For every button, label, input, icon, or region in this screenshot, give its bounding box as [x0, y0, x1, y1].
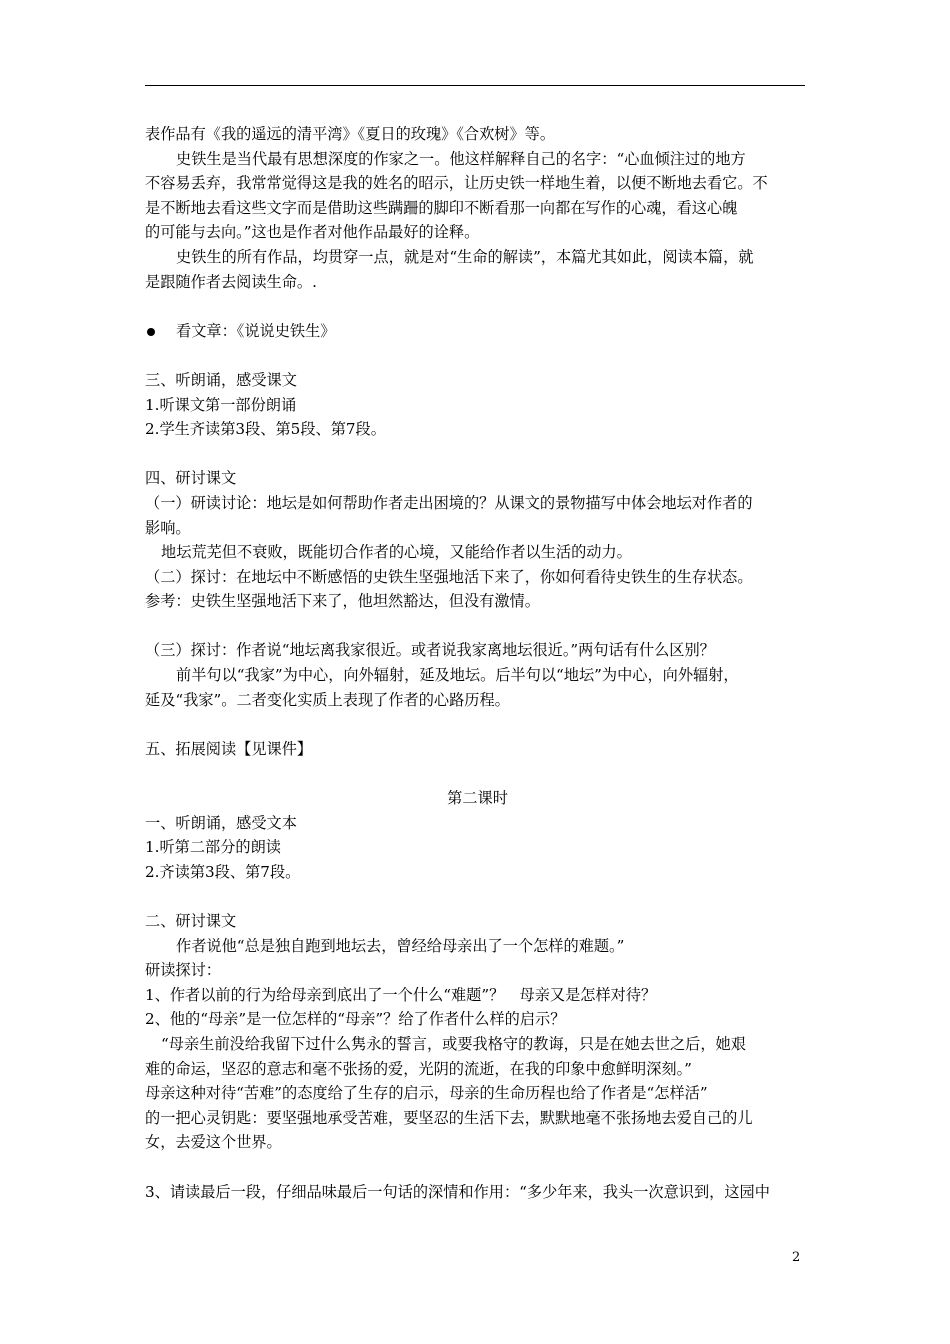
text-line: 的可能与去向。”这也是作者对他作品最好的诠释。 [145, 223, 480, 242]
text-line: “母亲生前没给我留下过什么隽永的誓言，或要我格守的教诲，只是在她去世之后，她艰 [161, 1034, 746, 1053]
text-line: 女，去爱这个世界。 [145, 1133, 282, 1152]
text-line: 作者说他“总是独自跑到地坛去，曾经给母亲出了一个怎样的难题。” [176, 936, 625, 955]
lesson-title: 第二课时 [447, 789, 508, 808]
header-rule [145, 85, 805, 86]
text-line: 影响。 [145, 518, 191, 537]
text-line: 表作品有《我的遥远的清平湾》《夏日的玫瑰》《合欢树》等。 [145, 125, 556, 143]
text-line: 2.学生齐读第3段、第5段、第7段。 [145, 420, 386, 439]
section-heading: 一、听朗诵，感受文本 [145, 813, 297, 832]
page-number: 2 [792, 1250, 801, 1265]
text-line: 是跟随作者去阅读生命。. [145, 272, 317, 291]
text-line: 前半句以“我家”为中心，向外辐射，延及地坛。后半句以“地坛”为中心，向外辐射， [176, 666, 739, 685]
text-line: 难的命运，坚忍的意志和毫不张扬的爱，光阴的流逝，在我的印象中愈鲜明深刻。” [145, 1059, 692, 1078]
text-line: 参考：史铁生坚强地活下来了，他坦然豁达，但没有激情。 [145, 592, 540, 611]
text-line: 母亲这种对待“苦难”的态度给了生存的启示，母亲的生命历程也给了作者是“怎样活” [145, 1084, 708, 1103]
text-line: 地坛荒芜但不衰败，既能切合作者的心境，又能给作者以生活的动力。 [161, 543, 632, 562]
text-line: 不容易丢弃，我常常觉得这是我的姓名的昭示，让历史铁一样地生着，以便不断地去看它。不 [145, 174, 768, 193]
section-heading: 四、研讨课文 [145, 469, 237, 488]
text-line: 2.齐读第3段、第7段。 [145, 862, 301, 881]
document-body [145, 122, 810, 1204]
text-line: 1.听第二部分的朗读 [145, 838, 281, 857]
bullet-item [145, 319, 810, 344]
text-line: （二）探讨：在地坛中不断感悟的史铁生坚强地活下来了，你如何看待史铁生的生存状态。 [145, 567, 753, 586]
text-line: 1.听课文第一部份朗诵 [145, 395, 297, 414]
bullet-text: 看文章：《说说史铁生》 [176, 321, 336, 340]
section-heading: 二、研讨课文 [145, 912, 237, 930]
text-line: 是不断地去看这些文字而是借助这些蹒跚的脚印不断看那一向都在写作的心魂，看这心魄 [145, 198, 738, 217]
text-line: （一）研读讨论：地坛是如何帮助作者走出困境的？从课文的景物描写中体会地坛对作者的 [145, 493, 753, 512]
text-line: 3、请读最后一段，仔细品味最后一句话的深情和作用：“多少年来，我头一次意识到，这园中 [145, 1182, 770, 1201]
text-line: 史铁生的所有作品，均贯穿一点，就是对“生命的解读”，本篇尤其如此，阅读本篇，就 [176, 247, 754, 266]
text-line: 2、他的“母亲”是一位怎样的“母亲”？给了作者什么样的启示？ [145, 1010, 566, 1029]
section-heading: 五、拓展阅读【见课件】 [145, 739, 313, 758]
text-line: 研读探讨： [145, 961, 221, 980]
text-line: 的一把心灵钥匙：要坚强地承受苦难，要坚忍的生活下去，默默地毫不张扬地去爱自己的儿 [145, 1108, 753, 1127]
text-line: 延及“我家”。二者变化实质上表现了作者的心路历程。 [145, 690, 510, 709]
text-line: （三）探讨：作者说“地坛离我家很近。或者说我家离地坛很近。”两句话有什么区别？ [145, 641, 715, 660]
text-line: 史铁生是当代最有思想深度的作家之一。他这样解释自己的名字：“心血倾注过的地方 [176, 149, 746, 168]
bullet-icon [147, 328, 155, 336]
section-heading: 三、听朗诵，感受课文 [145, 370, 297, 389]
text-line: 1、作者以前的行为给母亲到底出了一个什么“难题”？ 母亲又是怎样对待？ [145, 985, 657, 1004]
